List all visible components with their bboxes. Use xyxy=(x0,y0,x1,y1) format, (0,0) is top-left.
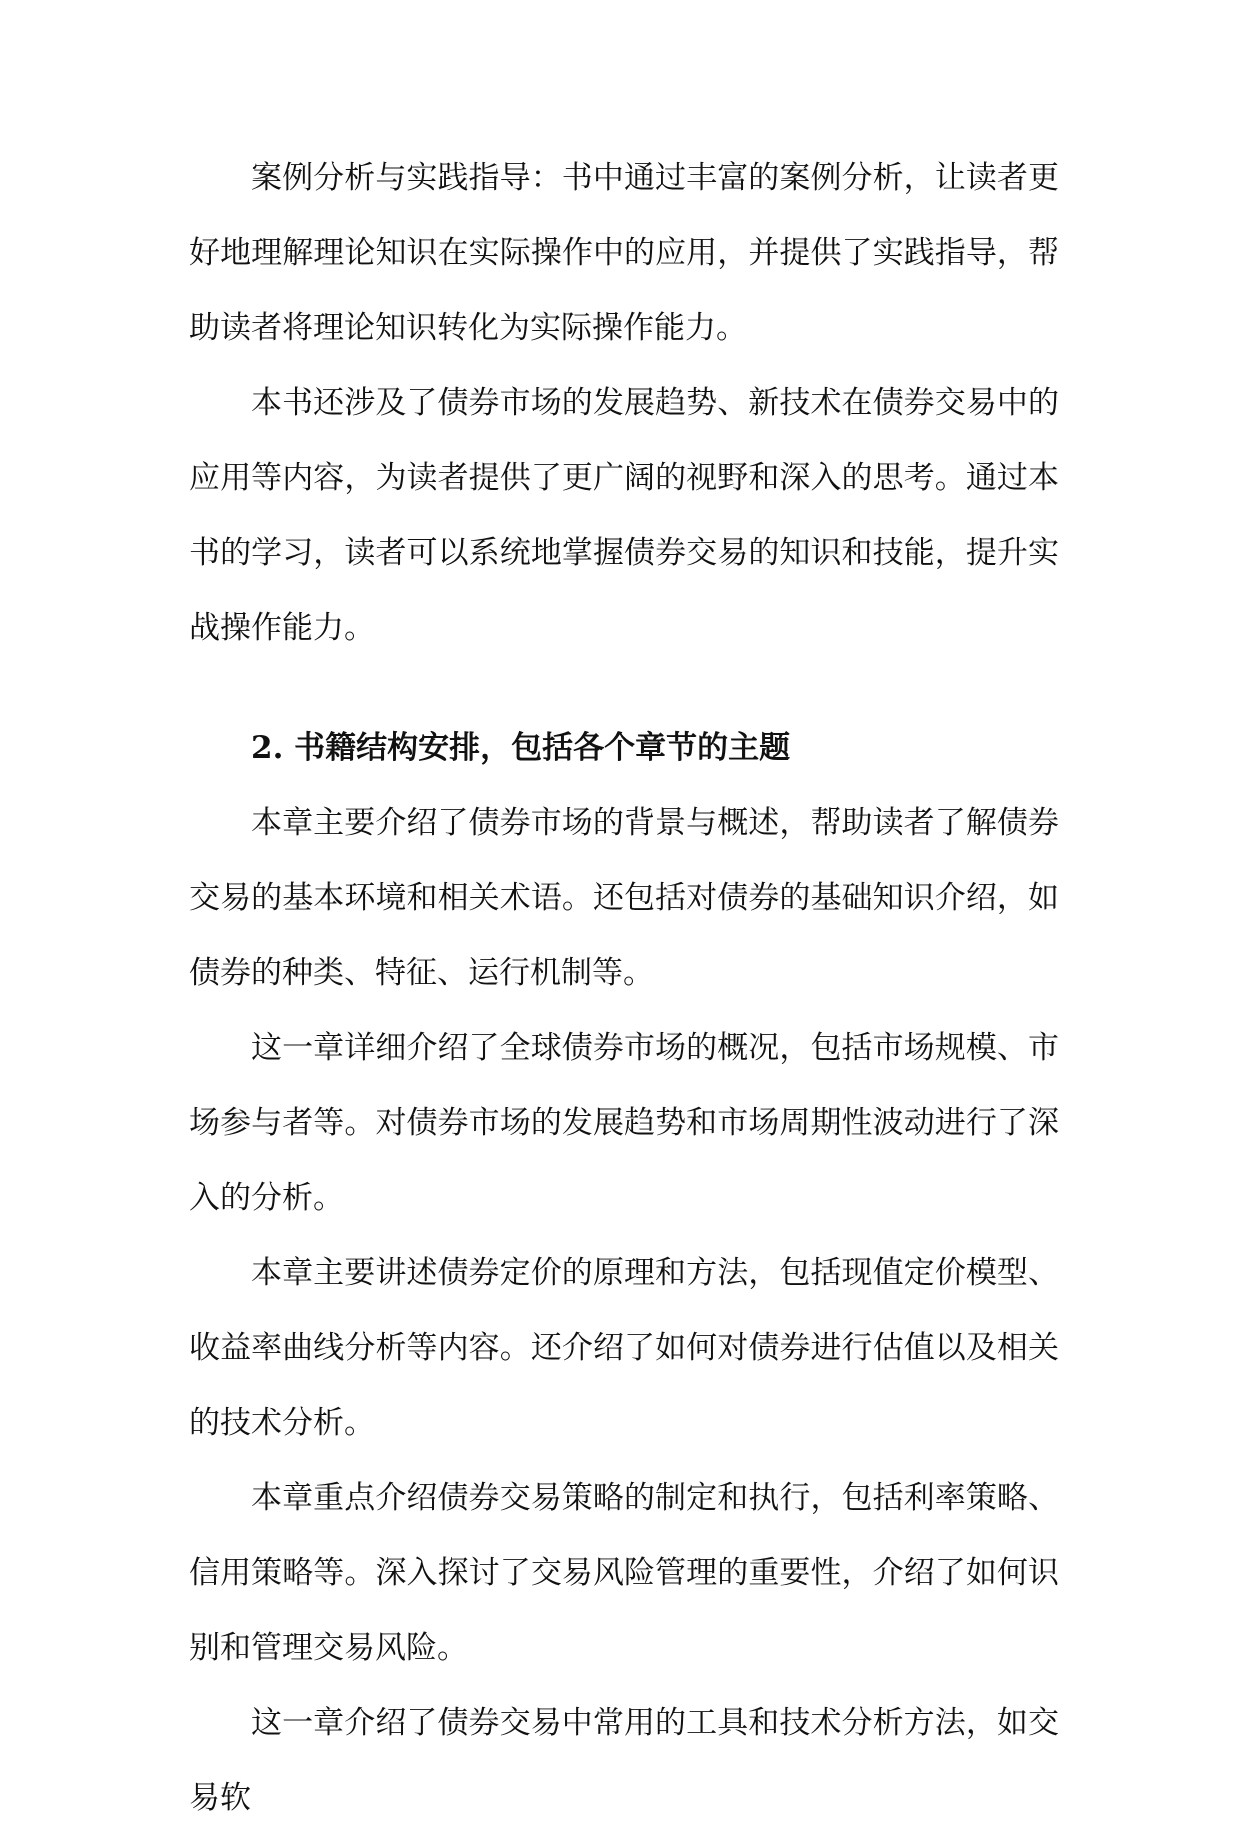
paragraph: 案例分析与实践指导：书中通过丰富的案例分析，让读者更好地理解理论知识在实际操作中的应用，并提供了实践指导，帮助读者将理论知识转化为实际操作能力。 xyxy=(189,160,1059,346)
paragraph: 本章主要介绍了债券市场的背景与概述，帮助读者了解债券交易的基本环境和相关术语。还包括对债券的基础知识介绍，如债券的种类、特征、运行机制等。 xyxy=(189,805,1059,991)
paragraph: 这一章介绍了债券交易中常用的工具和技术分析方法，如交易软 xyxy=(189,1705,1059,1816)
document-body xyxy=(189,141,1059,1836)
section-heading: 2. 书籍结构安排，包括各个章节的主题 xyxy=(251,730,791,766)
paragraph: 这一章详细介绍了全球债券市场的概况，包括市场规模、市场参与者等。对债券市场的发展趋势和市场周期性波动进行了深入的分析。 xyxy=(189,1030,1059,1216)
paragraph: 本章重点介绍债券交易策略的制定和执行，包括利率策略、信用策略等。深入探讨了交易风险管理的重要性，介绍了如何识别和管理交易风险。 xyxy=(189,1480,1059,1666)
paragraph: 本书还涉及了债券市场的发展趋势、新技术在债券交易中的应用等内容，为读者提供了更广阔的视野和深入的思考。通过本书的学习，读者可以系统地掌握债券交易的知识和技能，提升实战操作能力。 xyxy=(189,385,1059,646)
paragraph: 本章主要讲述债券定价的原理和方法，包括现值定价模型、收益率曲线分析等内容。还介绍了如何对债券进行估值以及相关的技术分析。 xyxy=(189,1255,1059,1441)
